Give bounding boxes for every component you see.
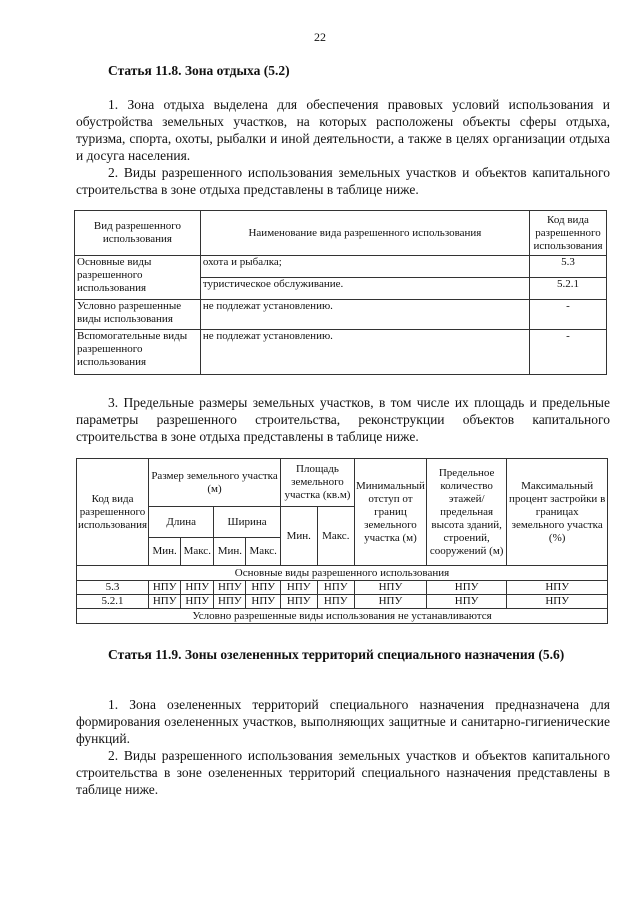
article-11-8-paragraph-1: 1. Зона отдыха выделена для обеспечения правовых условий использования и обустройства земельных участков, на которых расположены объекты сферы отдыха, туризма, спорта, охоты, рыбалки и иной деятельности, а также в целях организации отдыха и досуга населения. xyxy=(76,97,610,163)
value-cell: НПУ xyxy=(426,581,506,595)
use-name-cell: не подлежат установлению. xyxy=(200,330,529,375)
use-code-cell: 5.2.1 xyxy=(529,278,606,300)
header-floors-height: Предельное количество этажей/ предельная высота зданий, строений, сооружений (м) xyxy=(426,459,506,566)
header-length: Длина xyxy=(149,507,214,538)
header-use-type: Вид разрешенного использования xyxy=(75,211,201,256)
header-plot-size: Размер земельного участка (м) xyxy=(149,459,281,507)
land-plot-parameters-table xyxy=(76,458,608,624)
table-row xyxy=(77,581,608,595)
header-min-setback: Минимальный отступ от границ земельного участка (м) xyxy=(354,459,426,566)
section-main-uses: Основные виды разрешенного использования xyxy=(77,566,608,581)
article-11-8-paragraph-3: 3. Предельные размеры земельных участков, в том числе их площадь и предельные параметры разрешенного строительства, реконструкции объектов капитального строительства в зоне отдыха представлены в таблице ниже. xyxy=(76,395,610,444)
article-11-8-paragraph-2: 2. Виды разрешенного использования земельных участков и объектов капитального строительства в зоне отдыха представлены в таблице ниже. xyxy=(76,165,610,197)
value-cell: НПУ xyxy=(149,595,181,609)
use-code-cell: 5.3 xyxy=(529,256,606,278)
use-type-cell: Условно разрешенные виды использования xyxy=(75,300,201,330)
header-width-max: Макс. xyxy=(246,538,280,566)
table-row xyxy=(75,330,607,375)
value-cell: НПУ xyxy=(246,581,280,595)
article-11-9-title: Статья 11.9. Зоны озелененных территорий специального назначения (5.6) xyxy=(108,647,565,662)
conditional-uses-note: Условно разрешенные виды использования не устанавливаются xyxy=(77,609,608,624)
value-cell: НПУ xyxy=(280,595,317,609)
header-use-name: Наименование вида разрешенного использования xyxy=(200,211,529,256)
header-area-max: Макс. xyxy=(317,507,354,566)
table-header-row xyxy=(77,459,608,507)
section-row xyxy=(77,609,608,624)
table-header-row xyxy=(75,211,607,256)
use-type-cell: Основные виды разрешенного использования xyxy=(75,256,201,300)
use-code-cell: - xyxy=(529,330,606,375)
article-11-9-paragraph-1: 1. Зона озелененных территорий специального назначения предназначена для формирования озелененных участков, выполняющих защитные и санитарно-гигиенические функций. xyxy=(76,697,610,746)
article-11-9-paragraph-2: 2. Виды разрешенного использования земельных участков и объектов капитального строительства в зоне озелененных территорий специального назначения представлены в таблице ниже. xyxy=(76,748,610,797)
value-cell: НПУ xyxy=(149,581,181,595)
value-cell: НПУ xyxy=(214,581,246,595)
page-number: 22 xyxy=(314,30,326,44)
article-11-8-title: Статья 11.8. Зона отдыха (5.2) xyxy=(108,63,290,78)
header-code: Код вида разрешенного использования xyxy=(77,459,149,566)
header-area-min: Мин. xyxy=(280,507,317,566)
value-cell: НПУ xyxy=(317,595,354,609)
header-plot-area: Площадь земельного участка (кв.м) xyxy=(280,459,354,507)
use-code-cell: - xyxy=(529,300,606,330)
header-max-coverage: Максимальный процент застройки в границах земельного участка (%) xyxy=(507,459,608,566)
value-cell: НПУ xyxy=(507,581,608,595)
header-length-min: Мин. xyxy=(149,538,181,566)
value-cell: НПУ xyxy=(181,581,214,595)
header-width: Ширина xyxy=(214,507,281,538)
header-width-min: Мин. xyxy=(214,538,246,566)
use-name-cell: охота и рыбалка; xyxy=(200,256,529,278)
value-cell: НПУ xyxy=(214,595,246,609)
use-type-cell: Вспомогательные виды разрешенного использования xyxy=(75,330,201,375)
permitted-use-table xyxy=(74,210,607,375)
table-row xyxy=(75,256,607,278)
value-cell: НПУ xyxy=(246,595,280,609)
table-row xyxy=(77,595,608,609)
value-cell: НПУ xyxy=(181,595,214,609)
use-name-cell: не подлежат установлению. xyxy=(200,300,529,330)
section-row xyxy=(77,566,608,581)
value-cell: НПУ xyxy=(507,595,608,609)
value-cell: НПУ xyxy=(426,595,506,609)
row-code: 5.2.1 xyxy=(77,595,149,609)
value-cell: НПУ xyxy=(354,581,426,595)
header-length-max: Макс. xyxy=(181,538,214,566)
use-name-cell: туристическое обслуживание. xyxy=(200,278,529,300)
value-cell: НПУ xyxy=(317,581,354,595)
table-row xyxy=(75,300,607,330)
header-use-code: Код вида разрешенного использования xyxy=(529,211,606,256)
value-cell: НПУ xyxy=(354,595,426,609)
value-cell: НПУ xyxy=(280,581,317,595)
row-code: 5.3 xyxy=(77,581,149,595)
